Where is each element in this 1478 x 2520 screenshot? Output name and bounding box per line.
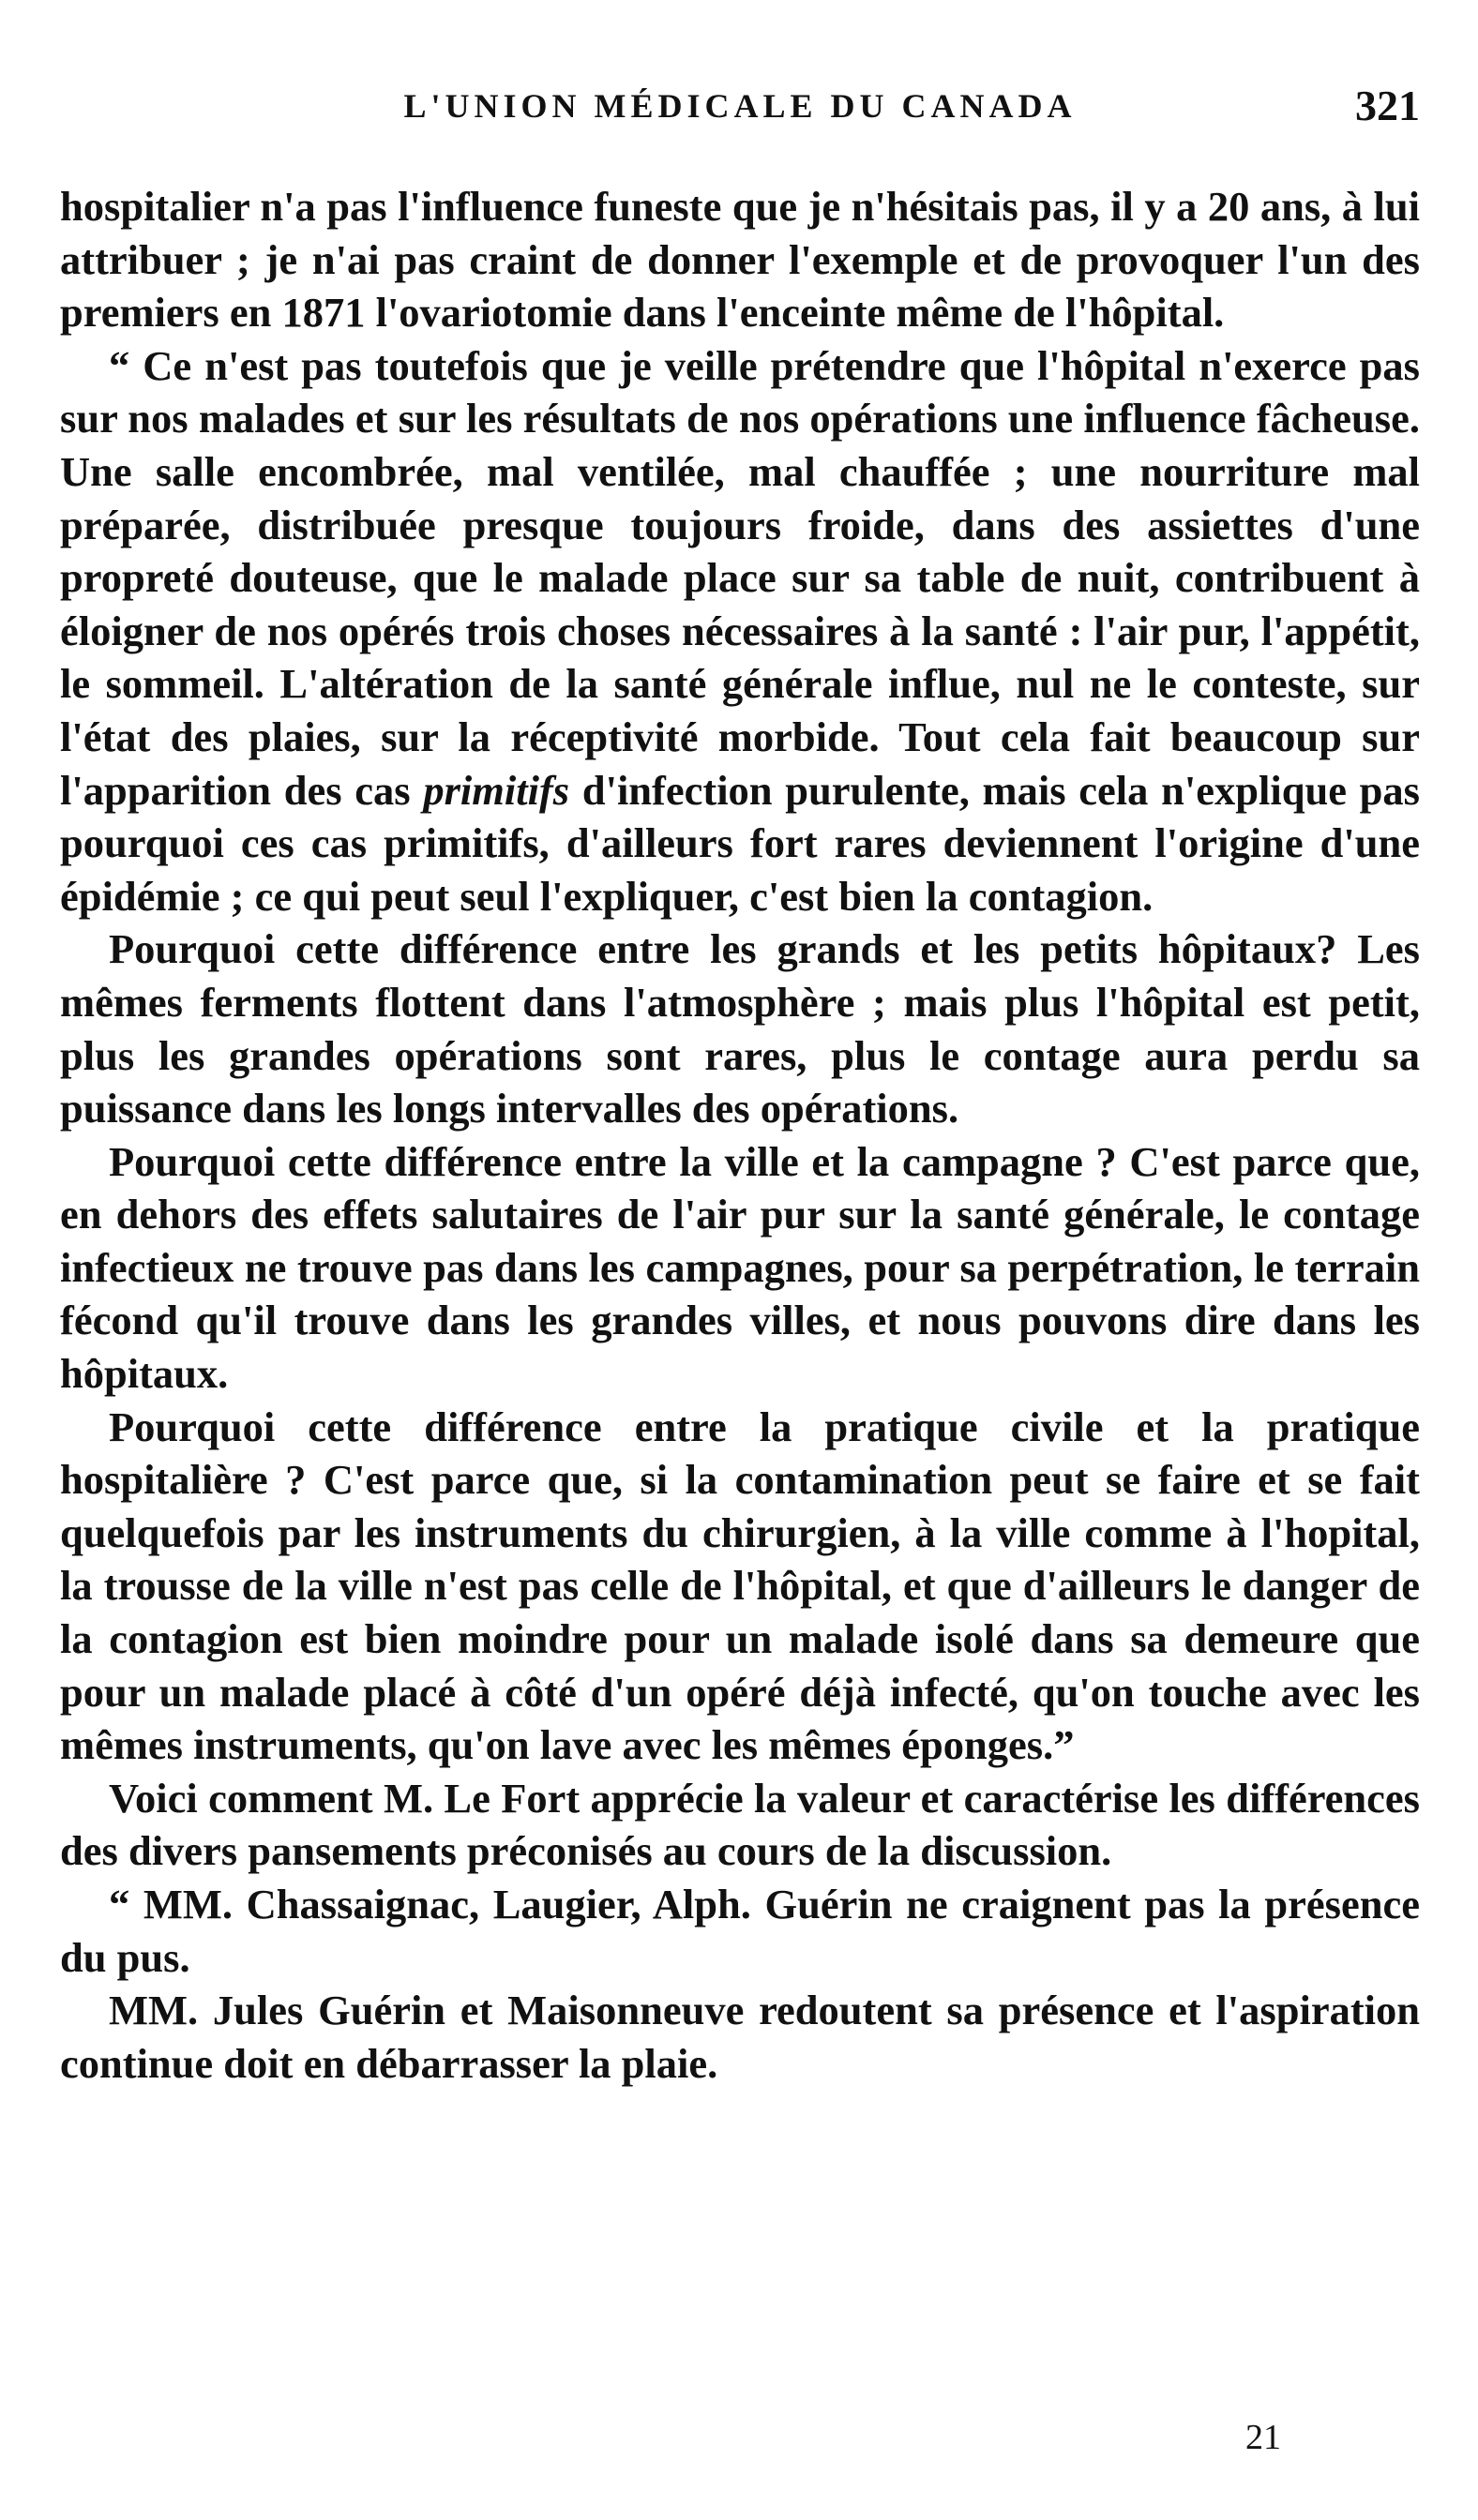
paragraph — [60, 922, 1420, 1134]
paragraph — [60, 180, 1420, 339]
paragraph-text: hospitalier n'a pas l'influence funeste que je n'hésitais pas, il y a 20 ans, à lui attribuer ; je n'ai pas craint de donner l'exemple et de provoquer l'un des premiers en 1871 l'ovariotomie dans l'enceinte même de l'hôpital. — [60, 183, 1420, 337]
paragraph-text: Voici comment M. Le Fort apprécie la valeur et caractérise les différences des divers pansements préconisés au cours de la discussion. — [60, 1774, 1420, 1875]
paragraph — [60, 1135, 1420, 1401]
paragraph-text: d'infection purulente, mais cela n'explique pas pourquoi ces cas primitifs, d'ailleurs fort rares deviennent l'origine d'une épidémie ; ce qui peut seul l'expliquer, c'est bien la contagion. — [60, 766, 1420, 920]
paragraph — [60, 1984, 1420, 2090]
body-text — [60, 180, 1420, 2090]
paragraph-text: “ MM. Chassaignac, Laugier, Alph. Guérin ne craignent pas la présence du pus. — [60, 1881, 1420, 1981]
running-head: L'UNION MÉDICALE DU CANADA — [403, 87, 1077, 125]
paragraph — [60, 1878, 1420, 1984]
paragraph — [60, 1772, 1420, 1878]
paragraph-text: Pourquoi cette différence entre les grands et les petits hôpitaux? Les mêmes ferments flottent dans l'atmosphère ; mais plus l'hôpital est petit, plus les grandes opérations sont rares, plus le contage aura perdu sa puissance dans les longs intervalles des opérations. — [60, 925, 1420, 1132]
paragraph-text: Pourquoi cette différence entre la ville et la campagne ? C'est parce que, en dehors des effets salutaires de l'air pur sur la santé générale, le contage infectieux ne trouve pas dans les campagnes, pour sa perpétration, le terrain fécond qu'il trouve dans les grandes villes, et nous pouvons dire dans les hôpitaux. — [60, 1137, 1420, 1398]
signature-mark: 21 — [1245, 2418, 1281, 2457]
page-number: 321 — [1355, 82, 1420, 129]
italic-term: primitifs — [423, 766, 570, 814]
paragraph-text: MM. Jules Guérin et Maisonneuve redoutent sa présence et l'aspiration continue doit en débarrasser la plaie. — [60, 1987, 1420, 2087]
page-header — [60, 82, 1420, 142]
paragraph-text: Pourquoi cette différence entre la pratique civile et la pratique hospitalière ? C'est parce que, si la contamination peut se faire et se fait quelquefois par les instruments du chirurgien, à la ville comme à l'hopital, la trousse de la ville n'est pas celle de l'hôpital, et que d'ailleurs le danger de la contagion est bien moindre pour un malade isolé dans sa demeure que pour un malade placé à côté d'un opéré déjà infecté, qu'on touche avec les mêmes instruments, qu'on lave avec les mêmes éponges.” — [60, 1402, 1420, 1769]
paragraph — [60, 339, 1420, 923]
paragraph-text: “ Ce n'est pas toutefois que je veille prétendre que l'hôpital n'exerce pas sur nos malades et sur les résultats de nos opérations une influence fâcheuse. Une salle encombrée, mal ventilée, mal chauffée ; une nourriture mal préparée, distribuée presque toujours froide, dans des assiettes d'une propreté douteuse, que le malade place sur sa table de nuit, contribuent à éloigner de nos opérés trois choses nécessaires à la santé : l'air pur, l'appétit, le sommeil. L'altération de la santé générale influe, nul ne le conteste, sur l'état des plaies, sur la réceptivité morbide. Tout cela fait beaucoup sur l'apparition des cas — [60, 341, 1420, 814]
paragraph — [60, 1401, 1420, 1772]
